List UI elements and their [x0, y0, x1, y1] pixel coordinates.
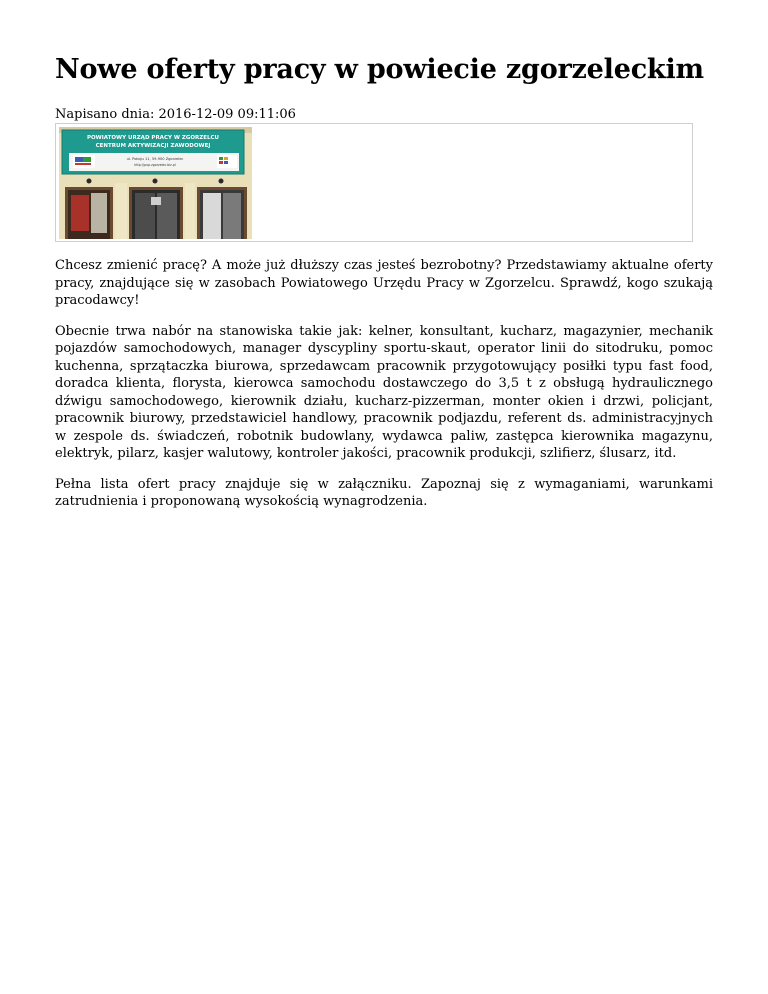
intro-paragraph: Chcesz zmienić pracę? A może już dłuższy czas jesteś bezrobotny? Przedstawiamy aktualne oferty pracy, znajdujące się w zasobach Powiatowego Urzędu Pracy w Zgorzelcu. Sprawdź, kogo szukają pracodawcy!	[55, 258, 713, 308]
article-image-frame	[55, 123, 693, 242]
office-building-photo[interactable]	[59, 127, 252, 239]
attachment-paragraph: Pełna lista ofert pracy znajduje się w załączniku. Zapoznaj się z wymaganiami, warunkami zatrudnienia i proponowaną wysokością wynagrodzenia.	[55, 476, 713, 509]
sign-website: http://pup.zgorzelec.biz.pl	[134, 163, 176, 167]
job-list-paragraph: Obecnie trwa nabór na stanowiska takie jak: kelner, konsultant, kucharz, magazynier, mechanik pojazdów samochodowych, manager dyscypliny sportu-skaut, operator linii do sitodruku, pomoc kuchenna, sprzątaczka biurowa, sprzedawcam pracownik przygotowujący posiłki typu fast food, doradca klienta, florysta, kierowca samochodu dostawczego do 3,5 t z obsługą hydraulicznego dźwigu samochodowego, kierownik działu, kucharz-pizzerman, monter okien i drzwi, policjant, pracownik biurowy, przedstawiciel handlowy, pracownik podjazdu, referent ds. administracyjnych w zespole ds. świadczeń, robotnik budowlany, wydawca paliw, zastępca kierownika magazynu, elektryk, pilarz, kasjer walutowy, kontroler jakości, pracownik produkcji, szlifierz, ślusarz, itd.	[55, 323, 713, 461]
publish-date: Napisano dnia: 2016-12-09 09:11:06	[55, 107, 296, 122]
article-title: Nowe oferty pracy w powiecie zgorzeleckim	[55, 54, 704, 85]
sign-line-2: CENTRUM AKTYWIZACJI ZAWODOWEJ	[95, 143, 211, 149]
article	[55, 50, 713, 511]
sign-line-1: POWIATOWY URZĄD PRACY W ZGORZELCU	[86, 135, 220, 141]
sign-address: ul. Pokoju 11, 59-900 Zgorzelec	[126, 157, 184, 161]
